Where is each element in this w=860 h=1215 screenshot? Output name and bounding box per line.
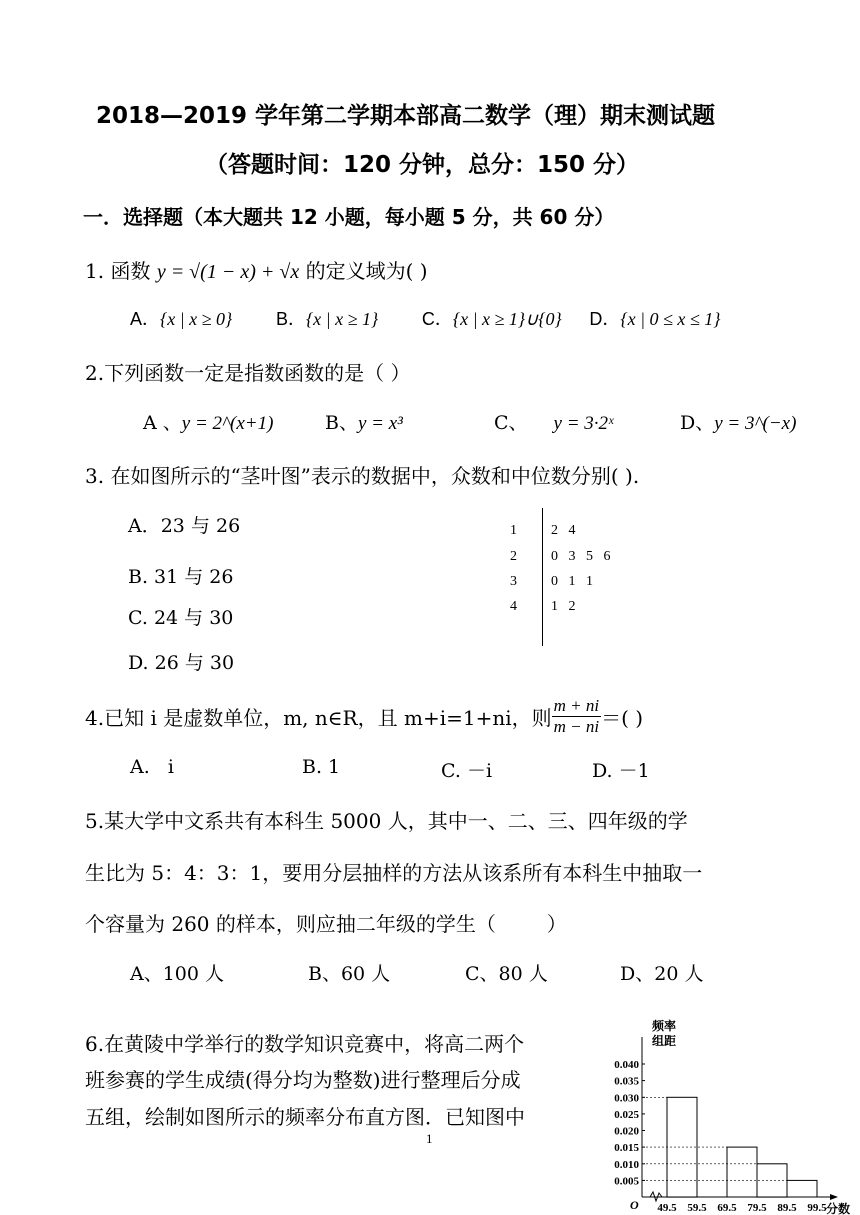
question-5-line-2: 生比为 5：4：3：1，要用分层抽样的方法从该系所有本科生中抽取一 — [85, 861, 703, 885]
question-4-suffix: ＝( ) — [601, 706, 644, 730]
stem: 3 — [510, 574, 517, 589]
y-tick-label: 0.030 — [614, 1092, 639, 1105]
question-4-prefix: 4.已知 i 是虚数单位，m, n∈R，且 m+i=1+ni，则 — [85, 706, 552, 730]
fraction-denominator: m − ni — [553, 717, 600, 736]
question-3-option-a[interactable]: A．23 与 26 — [128, 515, 241, 537]
option-text: y = 3·2ˣ — [553, 413, 614, 434]
option-text: {x | 0 ≤ x ≤ 1} — [620, 309, 721, 329]
fraction-numerator: m + ni — [553, 696, 600, 715]
leaves: 1 2 — [551, 599, 576, 614]
option-text: y = 2^(x+1) — [181, 413, 274, 434]
question-2: 2.下列函数一定是指数函数的是（ ） — [85, 361, 411, 385]
y-tick-label: 0.025 — [614, 1108, 639, 1121]
question-4-option-c[interactable]: C. －i — [441, 760, 493, 782]
question-2-option-d[interactable] — [680, 408, 796, 435]
question-1-suffix: 的定义域为( ) — [305, 259, 428, 283]
question-6-line-3: 五组，绘制如图所示的频率分布直方图．已知图中 — [85, 1105, 525, 1129]
leaves: 2 4 — [551, 523, 576, 538]
option-text: y = 3^(−x) — [714, 413, 797, 434]
question-3: 3. 在如图所示的“茎叶图”表示的数据中，众数和中位数分别( ). — [85, 464, 640, 488]
leaf-row — [551, 549, 611, 565]
origin-label: O — [630, 1198, 639, 1212]
question-5-option-d[interactable]: D、20 人 — [620, 963, 704, 985]
question-1-options — [130, 305, 721, 331]
option-a[interactable] — [130, 309, 232, 330]
stem: 4 — [510, 599, 517, 614]
question-2-option-c[interactable] — [494, 408, 613, 435]
option-c[interactable] — [422, 309, 562, 330]
question-2-option-a[interactable] — [143, 408, 273, 435]
question-6-line-2: 班参赛的学生成绩(得分均为整数)进行整理后分成 — [85, 1068, 521, 1092]
y-tick-label: 0.020 — [614, 1125, 639, 1138]
option-d[interactable] — [589, 309, 720, 330]
section-heading: 一．选择题（本大题共 12 小题，每小题 5 分，共 60 分） — [83, 205, 615, 229]
stem: 2 — [510, 549, 517, 564]
question-5-option-b[interactable]: B、60 人 — [308, 963, 391, 985]
y-tick-label: 0.035 — [614, 1075, 639, 1088]
page-subtitle: （答题时间：120 分钟，总分：150 分） — [205, 152, 640, 178]
x-axis-arrow — [830, 1194, 838, 1200]
leaves: 0 1 1 — [551, 574, 593, 589]
option-text: {x | x ≥ 0} — [160, 309, 233, 329]
option-label: C． — [421, 309, 453, 329]
question-4 — [85, 696, 643, 737]
question-3-option-c[interactable]: C. 24 与 30 — [128, 607, 234, 629]
y-tick-label: 0.040 — [614, 1059, 639, 1071]
option-text: {x | x ≥ 1}∪{0} — [452, 309, 562, 329]
option-label: C、 — [494, 412, 528, 434]
question-4-option-a[interactable]: A. i — [130, 756, 174, 778]
leaves: 0 3 5 6 — [551, 549, 611, 564]
stem-row — [510, 549, 517, 565]
y-tick-label: 0.005 — [614, 1175, 639, 1188]
x-tick-label: 79.5 — [747, 1202, 767, 1214]
page-number: 1 — [426, 1131, 433, 1146]
x-tick-label: 69.5 — [717, 1202, 737, 1214]
stem-row — [510, 574, 517, 590]
option-label: A． — [130, 309, 161, 329]
stem-leaf-divider — [542, 508, 543, 646]
x-axis-label: 分数 — [826, 1202, 851, 1215]
histogram-bar — [787, 1180, 817, 1197]
x-tick-label: 49.5 — [657, 1202, 677, 1214]
question-3-option-b[interactable]: B. 31 与 26 — [128, 566, 234, 588]
option-label: A 、 — [143, 412, 182, 434]
question-1-prefix: 1. 函数 — [85, 259, 151, 283]
question-2-option-b[interactable] — [325, 408, 403, 435]
question-5-option-c[interactable]: C、80 人 — [465, 963, 548, 985]
stem-row — [510, 599, 517, 615]
option-text: {x | x ≥ 1} — [305, 309, 379, 329]
option-label: D． — [589, 309, 621, 329]
option-label: B． — [275, 309, 306, 329]
option-label: B、 — [325, 412, 358, 434]
question-3-option-d[interactable]: D. 26 与 30 — [128, 652, 235, 674]
y-tick-label: 0.015 — [614, 1142, 639, 1155]
question-4-fraction — [552, 696, 601, 737]
leaf-row — [551, 599, 576, 615]
stem-leaf-plot — [505, 508, 655, 648]
question-5-option-a[interactable]: A、100 人 — [130, 963, 225, 985]
question-6-line-1: 6.在黄陵中学举行的数学知识竞赛中，将高二两个 — [85, 1032, 525, 1056]
frequency-histogram — [598, 1015, 860, 1215]
leaf-row — [551, 574, 593, 590]
y-axis-label-bottom: 组距 — [652, 1034, 677, 1048]
option-b[interactable] — [276, 309, 378, 330]
question-5-line-1: 5.某大学中文系共有本科生 5000 人，其中一、二、三、四年级的学 — [85, 809, 688, 833]
x-tick-label: 59.5 — [687, 1202, 707, 1214]
y-axis-label-top: 频率 — [652, 1019, 677, 1033]
question-1-formula: y = √(1 − x) + √x — [156, 261, 300, 283]
option-label: D、 — [680, 412, 715, 434]
leaf-row — [551, 523, 576, 539]
x-tick-label: 89.5 — [777, 1202, 797, 1214]
question-5-line-3: 个容量为 260 的样本，则应抽二年级的学生（ ） — [85, 912, 567, 936]
question-4-option-b[interactable]: B. 1 — [302, 756, 341, 778]
stem: 1 — [510, 523, 517, 538]
stem-row — [510, 523, 517, 539]
histogram-bar — [727, 1147, 757, 1197]
page-title: 2018—2019 学年第二学期本部高二数学（理）期末测试题 — [96, 103, 716, 129]
question-4-option-d[interactable]: D. －1 — [592, 760, 650, 782]
y-tick-label: 0.010 — [614, 1158, 639, 1171]
option-text: y = x³ — [357, 413, 403, 434]
question-1 — [85, 255, 428, 284]
x-tick-label: 99.5 — [807, 1202, 827, 1214]
